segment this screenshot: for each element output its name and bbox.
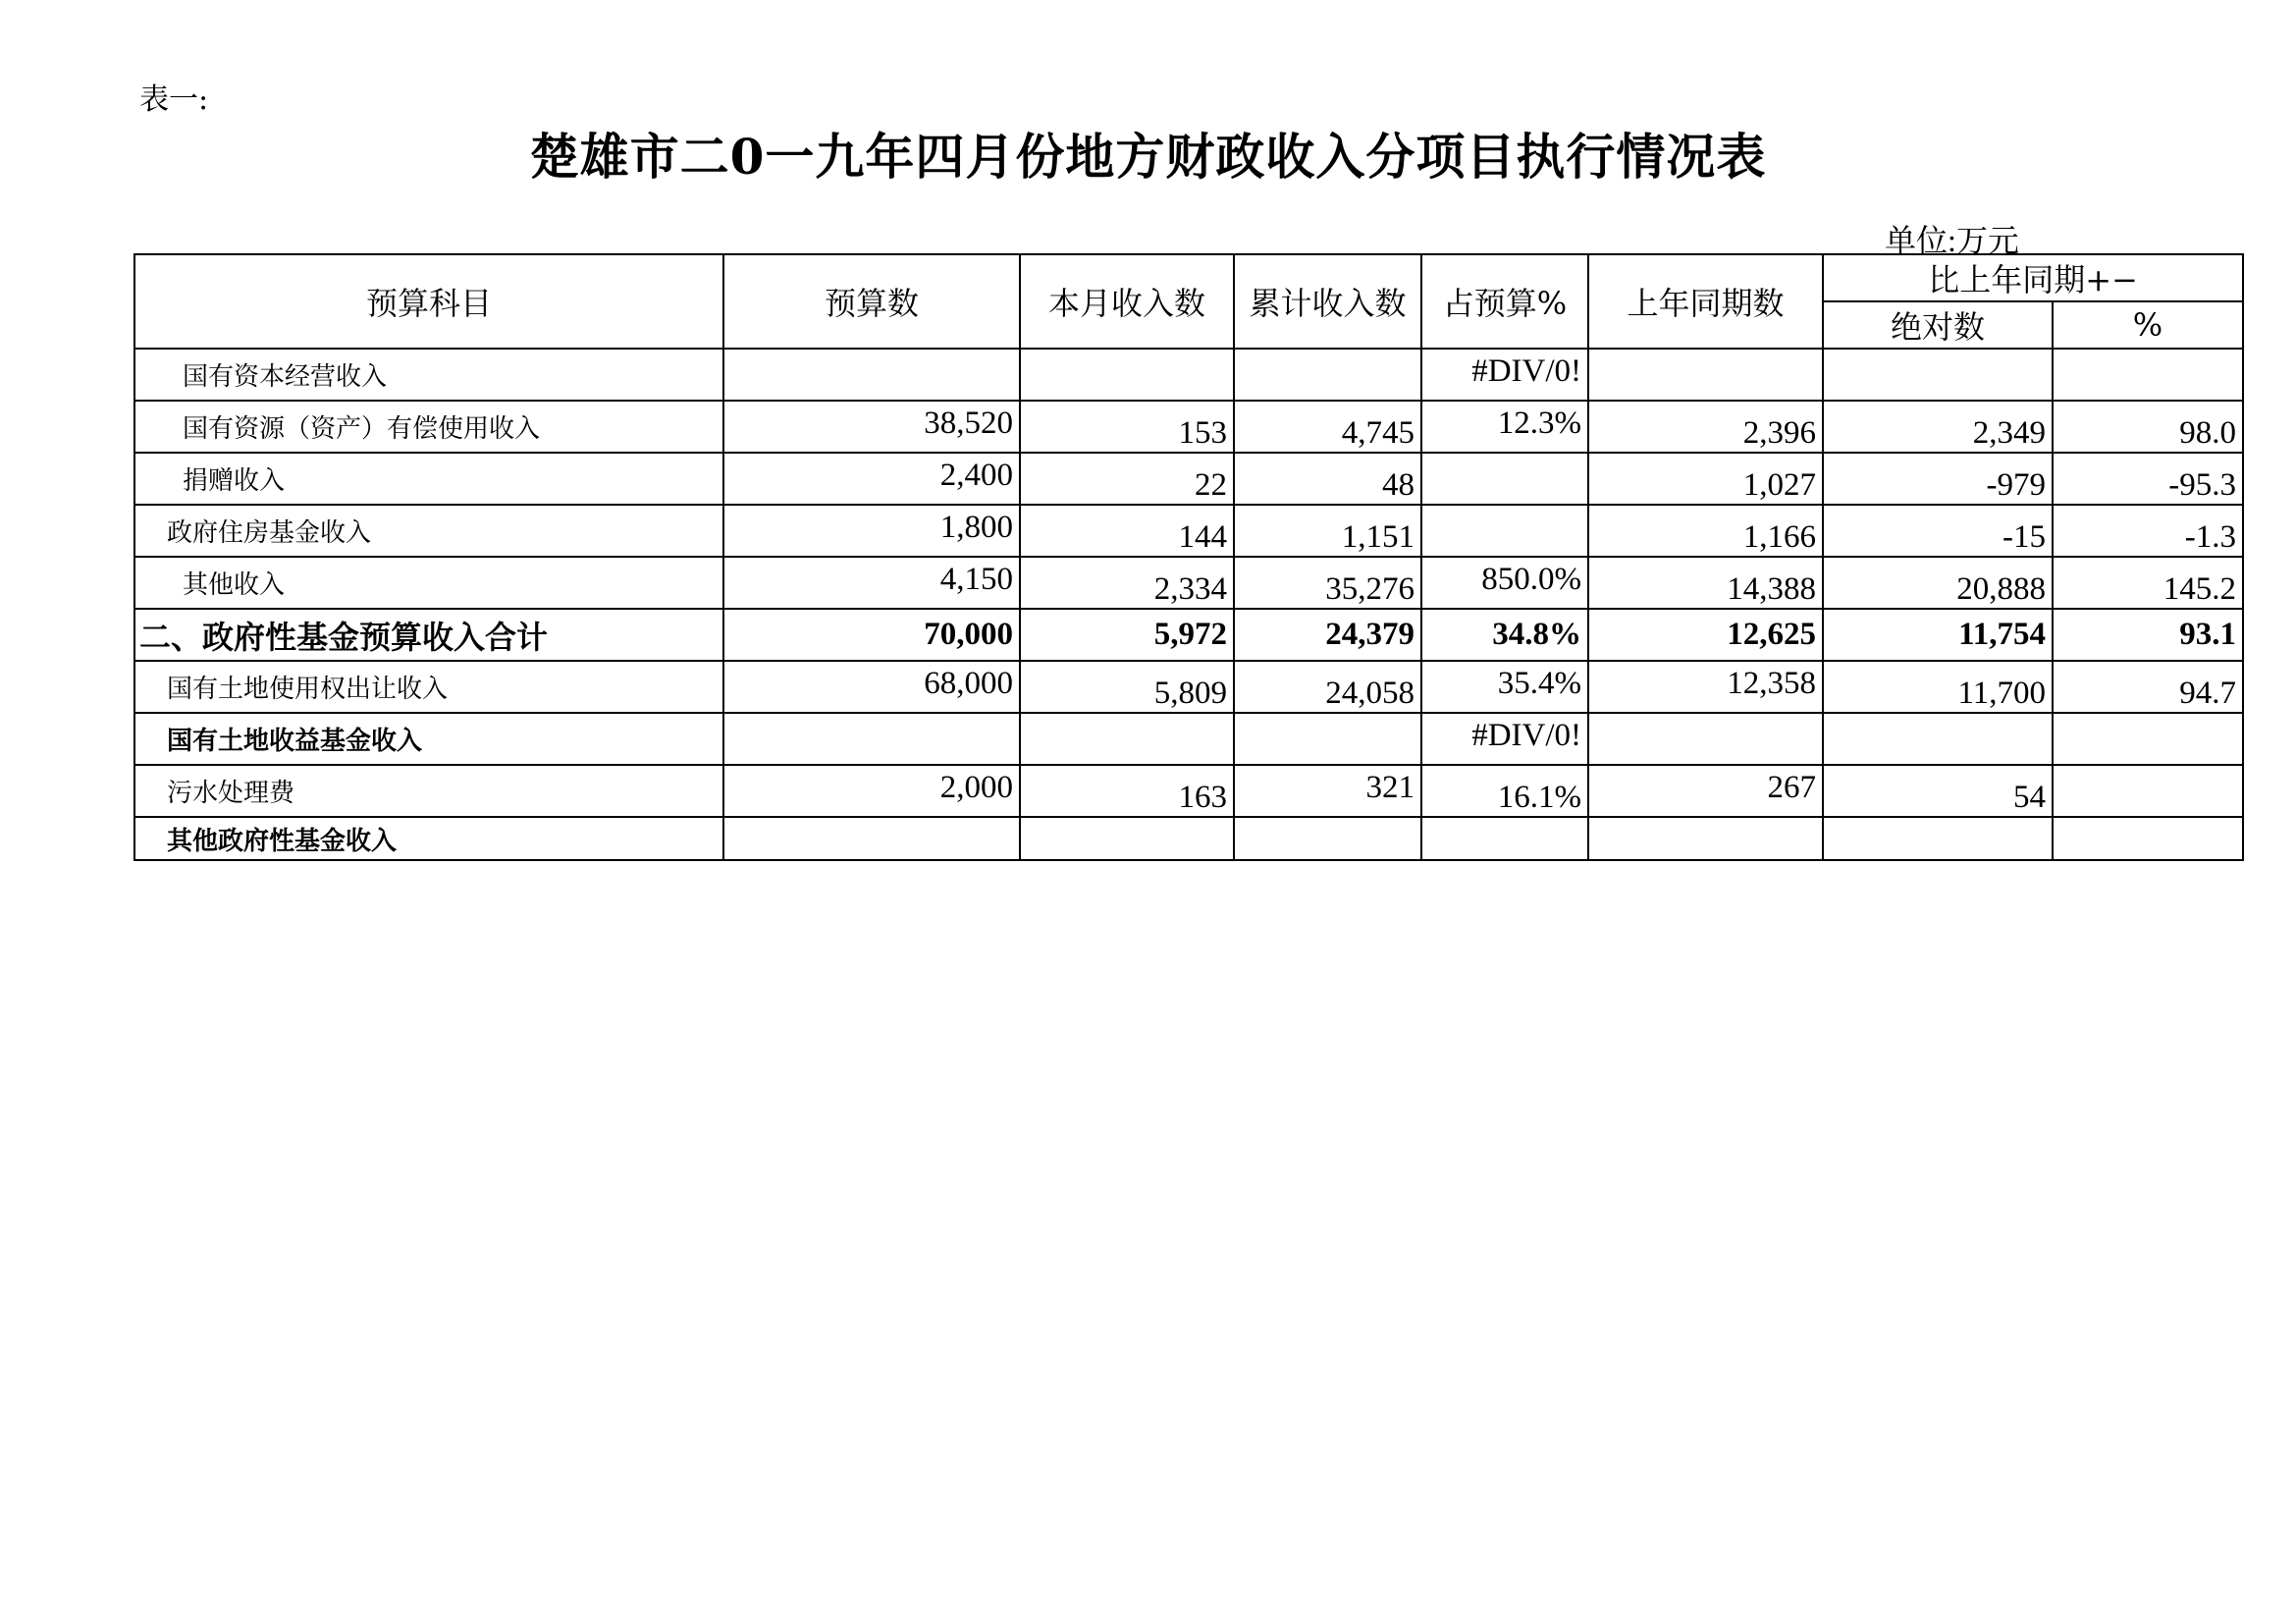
row-name: 政府住房基金收入 xyxy=(134,505,723,557)
header-subject: 预算科目 xyxy=(134,254,723,349)
cell-month xyxy=(1020,817,1234,860)
unit-label: 单位:万元 xyxy=(1885,223,2019,258)
row-name: 污水处理费 xyxy=(134,765,723,817)
cell-month: 5,809 xyxy=(1020,661,1234,713)
cell-absolute xyxy=(1823,349,2053,401)
cell-cumulative: 35,276 xyxy=(1234,557,1421,609)
cell-month: 163 xyxy=(1020,765,1234,817)
cell-pct-budget xyxy=(1421,817,1588,860)
table-row xyxy=(134,505,2243,557)
row-name: 国有土地收益基金收入 xyxy=(134,713,723,765)
header-row xyxy=(134,254,2243,301)
row-name: 国有资源（资产）有偿使用收入 xyxy=(134,401,723,453)
cell-cumulative: 24,379 xyxy=(1234,609,1421,661)
cell-pct-budget: 12.3% xyxy=(1421,401,1588,453)
table-row xyxy=(134,661,2243,713)
cell-budget xyxy=(723,349,1020,401)
page-title: 楚雄市二0一九年四月份地方财政收入分项目执行情况表 xyxy=(529,128,1767,186)
cell-percent xyxy=(2053,765,2243,817)
cell-last-year: 1,166 xyxy=(1588,505,1823,557)
cell-absolute: 20,888 xyxy=(1823,557,2053,609)
cell-month: 2,334 xyxy=(1020,557,1234,609)
cell-cumulative: 321 xyxy=(1234,765,1421,817)
cell-last-year xyxy=(1588,349,1823,401)
cell-absolute xyxy=(1823,713,2053,765)
cell-month: 153 xyxy=(1020,401,1234,453)
cell-absolute xyxy=(1823,817,2053,860)
cell-month xyxy=(1020,713,1234,765)
cell-last-year: 267 xyxy=(1588,765,1823,817)
cell-percent: 145.2 xyxy=(2053,557,2243,609)
cell-budget: 1,800 xyxy=(723,505,1020,557)
table-row xyxy=(134,453,2243,505)
row-name: 其他收入 xyxy=(134,557,723,609)
cell-absolute: -15 xyxy=(1823,505,2053,557)
cell-budget: 4,150 xyxy=(723,557,1020,609)
cell-pct-budget: #DIV/0! xyxy=(1421,713,1588,765)
cell-absolute: 2,349 xyxy=(1823,401,2053,453)
cell-cumulative: 24,058 xyxy=(1234,661,1421,713)
table-row xyxy=(134,817,2243,860)
cell-last-year xyxy=(1588,713,1823,765)
cell-budget: 38,520 xyxy=(723,401,1020,453)
table-row xyxy=(134,713,2243,765)
cell-month: 22 xyxy=(1020,453,1234,505)
table-row xyxy=(134,349,2243,401)
cell-cumulative: 1,151 xyxy=(1234,505,1421,557)
table-row xyxy=(134,765,2243,817)
cell-budget xyxy=(723,713,1020,765)
cell-cumulative xyxy=(1234,349,1421,401)
row-name: 国有资本经营收入 xyxy=(134,349,723,401)
cell-pct-budget: 34.8% xyxy=(1421,609,1588,661)
row-name: 捐赠收入 xyxy=(134,453,723,505)
cell-pct-budget: #DIV/0! xyxy=(1421,349,1588,401)
table-row xyxy=(134,401,2243,453)
cell-percent: -1.3 xyxy=(2053,505,2243,557)
cell-month: 5,972 xyxy=(1020,609,1234,661)
row-name: 其他政府性基金收入 xyxy=(134,817,723,860)
cell-last-year: 12,625 xyxy=(1588,609,1823,661)
cell-month: 144 xyxy=(1020,505,1234,557)
header-month: 本月收入数 xyxy=(1020,254,1234,349)
cell-cumulative: 4,745 xyxy=(1234,401,1421,453)
cell-budget: 70,000 xyxy=(723,609,1020,661)
cell-percent xyxy=(2053,817,2243,860)
cell-absolute: 54 xyxy=(1823,765,2053,817)
cell-percent: 98.0 xyxy=(2053,401,2243,453)
table-row xyxy=(134,557,2243,609)
cell-cumulative xyxy=(1234,817,1421,860)
cell-pct-budget xyxy=(1421,453,1588,505)
cell-last-year: 14,388 xyxy=(1588,557,1823,609)
cell-month xyxy=(1020,349,1234,401)
table-label: 表一: xyxy=(139,82,209,117)
cell-percent: 94.7 xyxy=(2053,661,2243,713)
cell-cumulative: 48 xyxy=(1234,453,1421,505)
header-percent: % xyxy=(2053,301,2243,349)
cell-pct-budget: 16.1% xyxy=(1421,765,1588,817)
cell-cumulative xyxy=(1234,713,1421,765)
cell-last-year: 12,358 xyxy=(1588,661,1823,713)
cell-percent: 93.1 xyxy=(2053,609,2243,661)
cell-pct-budget: 35.4% xyxy=(1421,661,1588,713)
cell-budget: 2,400 xyxy=(723,453,1020,505)
cell-last-year xyxy=(1588,817,1823,860)
cell-budget: 2,000 xyxy=(723,765,1020,817)
cell-pct-budget xyxy=(1421,505,1588,557)
header-last-year: 上年同期数 xyxy=(1588,254,1823,349)
header-pct-budget: 占预算% xyxy=(1421,254,1588,349)
row-name: 国有土地使用权出让收入 xyxy=(134,661,723,713)
cell-absolute: 11,754 xyxy=(1823,609,2053,661)
cell-budget xyxy=(723,817,1020,860)
revenue-table xyxy=(133,253,2244,861)
cell-percent xyxy=(2053,713,2243,765)
cell-last-year: 1,027 xyxy=(1588,453,1823,505)
cell-last-year: 2,396 xyxy=(1588,401,1823,453)
cell-percent: -95.3 xyxy=(2053,453,2243,505)
cell-absolute: -979 xyxy=(1823,453,2053,505)
header-compare: 比上年同期+− xyxy=(1823,254,2243,301)
cell-budget: 68,000 xyxy=(723,661,1020,713)
cell-absolute: 11,700 xyxy=(1823,661,2053,713)
header-budget: 预算数 xyxy=(723,254,1020,349)
header-absolute: 绝对数 xyxy=(1823,301,2053,349)
row-name: 二、政府性基金预算收入合计 xyxy=(134,609,723,661)
cell-pct-budget: 850.0% xyxy=(1421,557,1588,609)
table-row-total xyxy=(134,609,2243,661)
cell-percent xyxy=(2053,349,2243,401)
header-cumulative: 累计收入数 xyxy=(1234,254,1421,349)
